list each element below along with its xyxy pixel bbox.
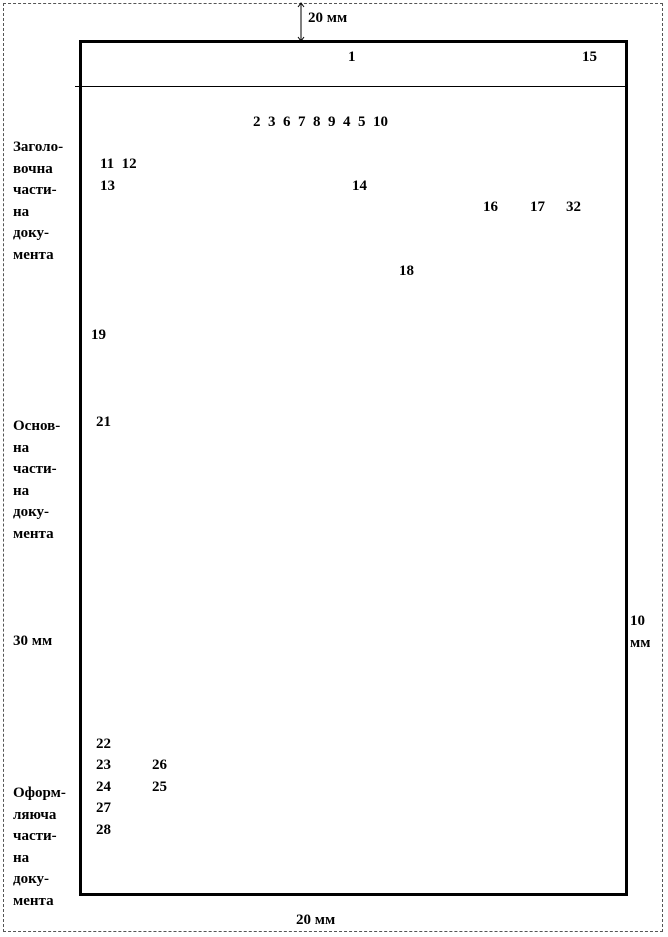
requisite-27: 27 (96, 800, 111, 816)
requisite-26: 26 (152, 757, 167, 773)
requisite-28: 28 (96, 822, 111, 838)
requisite-22: 22 (96, 736, 111, 752)
requisite-18: 18 (399, 263, 414, 279)
top-margin-arrow-icon (297, 2, 305, 42)
right-margin-label: 10 мм (630, 613, 651, 651)
header-divider (75, 86, 628, 87)
requisite-1: 1 (348, 49, 356, 65)
section-header-label: Заголо- вочна части- на доку- мента (13, 139, 64, 263)
requisite-11-12: 11 12 (100, 156, 137, 172)
requisite-23: 23 (96, 757, 111, 773)
requisite-25: 25 (152, 779, 167, 795)
requisite-32: 32 (566, 199, 581, 215)
requisite-21: 21 (96, 414, 111, 430)
requisite-15: 15 (582, 49, 597, 65)
requisite-16: 16 (483, 199, 498, 215)
requisite-14: 14 (352, 178, 367, 194)
requisite-19: 19 (91, 327, 106, 343)
top-margin-label: 20 мм (308, 10, 348, 26)
requisite-row-codes: 2 3 6 7 8 9 4 5 10 (253, 114, 388, 130)
requisite-17: 17 (530, 199, 545, 215)
section-main-label: Основ- на части- на доку- мента (13, 418, 61, 542)
requisite-13: 13 (100, 178, 115, 194)
requisite-24: 24 (96, 779, 111, 795)
bottom-margin-label: 20 мм (296, 912, 336, 928)
left-margin-label: 30 мм (13, 633, 53, 649)
section-footer-label: Оформ- ляюча части- на доку- мента (13, 785, 66, 909)
